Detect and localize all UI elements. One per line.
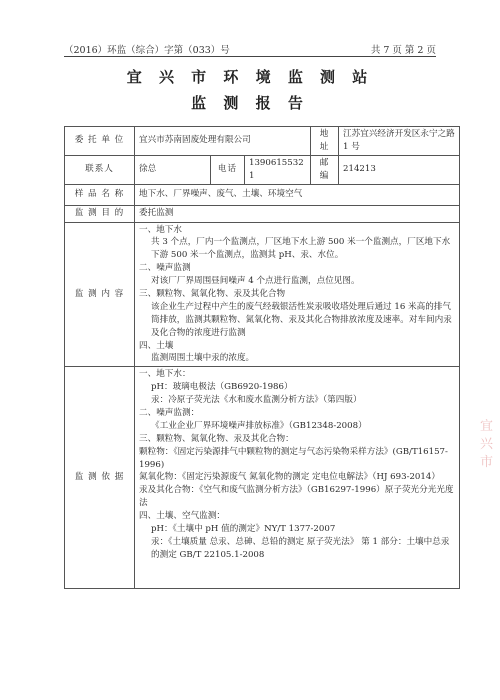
basis-line: pH：玻璃电极法（GB6920-1986） <box>151 382 293 393</box>
content-line: 对该厂厂界周围昼间噪声 4 个点进行监测，点位见图。 <box>151 276 360 287</box>
content-line: 该企业生产过程中产生的废气经载银活性炭汞吸收塔处理后通过 16 米高的排气筒排放，监测其颗粒物、氮氧化物、汞及其化合物排放浓度及速率。对车间内汞及化合物的浓度进行监测 <box>151 301 452 338</box>
address-value: 江苏宜兴经济开发区永宁之路 1 号 <box>339 127 460 156</box>
basis-cell <box>135 367 460 589</box>
seal-stamp: 宜 兴 市 <box>480 419 494 470</box>
basis-line: 《工业企业厂界环境噪声排放标准》（GB12348-2008） <box>151 420 367 431</box>
content-line: 四、土壤 <box>139 340 174 351</box>
document-header <box>64 40 436 57</box>
basis-line: 汞及其化合物：《空气和废气监测分析方法》（GB16297-1996）原子荧光分光光度法 <box>139 485 454 509</box>
purpose-label: 监 测 目 的 <box>65 205 135 222</box>
purpose-row <box>65 205 460 222</box>
client-label: 委 托 单 位 <box>65 127 135 156</box>
page-indicator: 共 7 页 第 2 页 <box>370 45 436 56</box>
basis-line: 汞：冷原子荧光法《水和废水监测分析方法》（第四版） <box>151 395 362 406</box>
content-line: 共 3 个点，厂内一个监测点，厂区地下水上游 500 米一个监测点，厂区地下水下游 500 米一个监测点，监测其 pH、汞、水位。 <box>151 237 451 261</box>
sample-label: 样 品 名 称 <box>65 184 135 205</box>
postcode-label: 邮编 <box>311 155 339 184</box>
content-label: 监 测 内 容 <box>65 222 135 367</box>
content-line: 二、噪声监测 <box>139 263 191 274</box>
basis-line: 三、颗粒物、氮氧化物、汞及其化合物： <box>139 433 294 444</box>
organization-title: 宜 兴 市 环 境 监 测 站 <box>126 68 374 86</box>
phone-label: 电话 <box>211 155 245 184</box>
basis-line: pH：《土壤中 pH 值的测定》NY/T 1377-2007 <box>151 524 336 535</box>
content-cell <box>135 222 460 367</box>
basis-line: 二、噪声监测： <box>139 408 200 419</box>
content-line: 一、地下水 <box>139 224 182 235</box>
contact-label: 联系人 <box>65 155 135 184</box>
contact-row <box>65 155 460 184</box>
postcode-value: 214213 <box>339 155 460 184</box>
phone-value: 13906155321 <box>245 155 311 184</box>
contact-value: 徐总 <box>135 155 211 184</box>
client-row <box>65 127 460 156</box>
report-title: 监 测 报 告 <box>191 94 309 112</box>
content-row <box>65 222 460 367</box>
client-value: 宜兴市苏南固废处理有限公司 <box>135 127 311 156</box>
document-number: （2016）环监（综合）字第（033）号 <box>64 45 230 56</box>
address-label: 地址 <box>311 127 339 156</box>
sample-row <box>65 184 460 205</box>
basis-row <box>65 367 460 589</box>
basis-line: 一、地下水： <box>139 369 191 380</box>
content-line: 监测周围土壤中汞的浓度。 <box>151 353 255 364</box>
basis-label: 监 测 依 据 <box>65 367 135 589</box>
sample-value: 地下水、厂界噪声、废气、土壤、环境空气 <box>135 184 460 205</box>
basis-line: 颗粒物：《固定污染源排气中颗粒物的测定与气态污染物采样方法》(GB/T16157-1996) <box>139 446 448 470</box>
basis-line: 汞：《土壤质量 总汞、总砷、总铅的测定 原子荧光法》 第 1 部分：土壤中总汞的测定 GB/T 22105.1-2008 <box>151 536 450 560</box>
purpose-value: 委托监测 <box>135 205 460 222</box>
basis-line: 四、土壤、空气监测： <box>139 511 225 522</box>
basis-line: 氮氧化物：《固定污染源废气 氮氧化物的测定 定电位电解法》（HJ 693-2014） <box>139 472 440 483</box>
report-table <box>64 126 460 589</box>
content-line: 三、颗粒物、氮氧化物、汞及其化合物 <box>139 289 286 300</box>
